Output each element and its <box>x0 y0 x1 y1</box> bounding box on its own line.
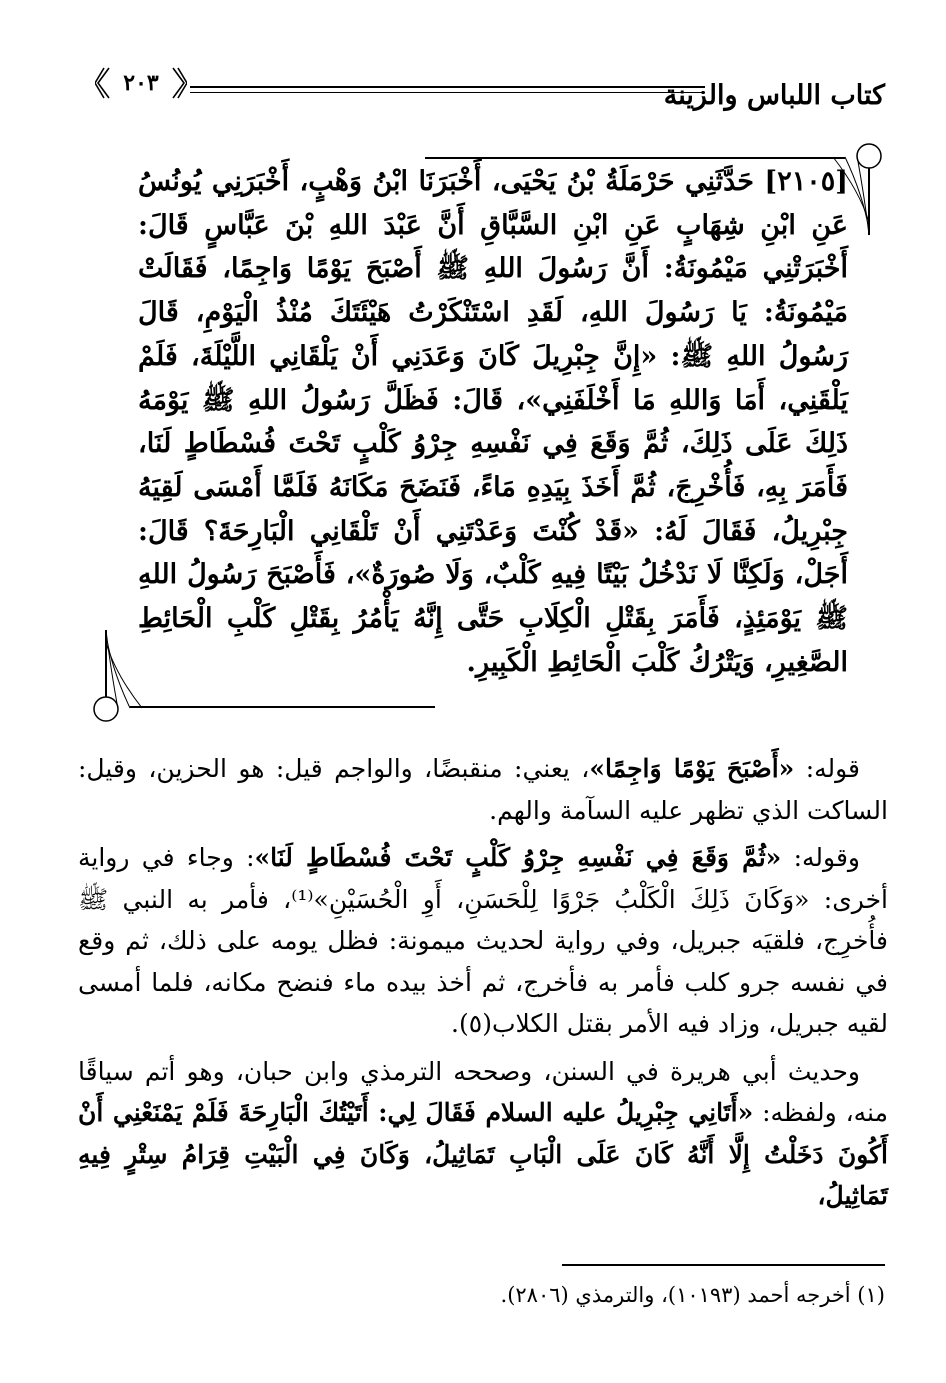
text-run: وقوله: <box>781 843 860 872</box>
header-rule <box>190 86 705 88</box>
corner-ornament-icon <box>90 625 150 725</box>
header-rule <box>190 92 705 93</box>
page-header <box>95 60 885 120</box>
footnote: (١) أخرجه أحمد (١٠١٩٣)، والترمذي (٢٨٠٦). <box>500 1283 885 1307</box>
text-run: ، يعني: منقبضًا، والواجم قيل: هو الحزين، وقيل: الساكت الذي تظهر عليه السآمة والهم. <box>78 754 888 825</box>
commentary-paragraph <box>78 837 888 1045</box>
quoted-phrase: «أَصْبَحَ يَوْمًا وَاجِمًا» <box>589 754 795 783</box>
hadith-text: [٢١٠٥] حَدَّثَنِي حَرْمَلَةُ بْنُ يَحْيَى، أَخْبَرَنَا ابْنُ وَهْبٍ، أَخْبَرَنِي يُونُسُ عَنِ ابْنِ شِهَابٍ عَنِ ابْنِ السَّبَّاقِ أَنَّ عَبْدَ اللهِ بْنَ عَبَّاسٍ قَالَ: أَخْبَرَتْنِي مَيْمُونَةُ: أَنَّ رَسُولَ اللهِ ﷺ أَصْبَحَ يَوْمًا وَاجِمًا، فَقَالَتْ مَيْمُونَةُ: يَا رَسُولَ اللهِ، لَقَدِ اسْتَنْكَرْتُ هَيْئَتَكَ مُنْذُ الْيَوْمِ، قَالَ رَسُولُ اللهِ ﷺ: «إِنَّ جِبْرِيلَ كَانَ وَعَدَنِي أَنْ يَلْقَانِي اللَّيْلَةَ، فَلَمْ يَلْقَنِي، أَمَا وَاللهِ مَا أَخْلَفَنِي»، قَالَ: فَظَلَّ رَسُولُ اللهِ ﷺ يَوْمَهُ ذَلِكَ عَلَى ذَلِكَ، ثُمَّ وَقَعَ فِي نَفْسِهِ جِرْوُ كَلْبٍ تَحْتَ فُسْطَاطٍ لَنَا، فَأَمَرَ بِهِ، فَأُخْرِجَ، ثُمَّ أَخَذَ بِيَدِهِ مَاءً، فَنَضَحَ مَكَانَهُ فَلَمَّا أَمْسَى لَقِيَهُ جِبْرِيلُ، فَقَالَ لَهُ: «قَدْ كُنْتَ وَعَدْتَنِي أَنْ تَلْقَانِي الْبَارِحَةَ؟ قَالَ: أَجَلْ، وَلَكِنَّا لَا نَدْخُلُ بَيْتًا فِيهِ كَلْبٌ، وَلَا صُورَةٌ»، فَأَصْبَحَ رَسُولُ اللهِ ﷺ يَوْمَئِذٍ، فَأَمَرَ بِقَتْلِ الْكِلَابِ حَتَّى إِنَّهُ يَأْمُرُ بِقَتْلِ كَلْبِ الْحَائِطِ الصَّغِيرِ، وَيَتْرُكُ كَلْبَ الْحَائِطِ الْكَبِيرِ. <box>138 166 848 678</box>
running-title: كتاب اللباس والزينة <box>663 80 885 111</box>
text-run: وحديث أبي هريرة في السنن، وصححه الترمذي وابن حبان، وهو أتم سياقًا منه، ولفظه: <box>78 1056 888 1127</box>
frame-rule <box>130 706 435 708</box>
text-run: قوله: <box>794 754 860 783</box>
quoted-phrase: «أَتَانِي جِبْرِيلُ عليه السلام فَقَالَ لِي: أَتَيْتُكَ الْبَارِحَةَ فَلَمْ يَمْنَعْنِي أَنْ أَكُونَ دَخَلْتُ إِلَّا أَنَّهُ كَانَ عَلَى الْبَابِ تَمَاثِيلُ، وَكَانَ فِي الْبَيْتِ قِرَامُ سِتْرٍ فِيهِ تَمَاثِيلُ، <box>78 1098 888 1210</box>
quoted-phrase: «ثُمَّ وَقَعَ فِي نَفْسِهِ جِرْوُ كَلْبٍ تَحْتَ فُسْطَاطٍ لَنَا» <box>254 843 782 872</box>
page-number: ٢٠٣ <box>123 70 159 96</box>
commentary-paragraph <box>78 1051 888 1217</box>
commentary-paragraph <box>78 748 888 831</box>
ornament-icon <box>95 66 111 100</box>
page-number-frame <box>95 60 187 106</box>
hadith-frame <box>100 140 875 725</box>
ornament-icon <box>171 66 187 100</box>
commentary <box>78 748 888 1217</box>
text-run: : وجاء في رواية أخرى: «وَكَانَ ذَلِكَ الْكَلْبُ جَرْوًا لِلْحَسَنِ، أَوِ الْحُسَيْنِ»⁽¹⁾، فأمر به النبي ﷺ فأُخرِج، فلقيَه جبريل، وفي رواية لحديث ميمونة: فظل يومه على ذلك، ثم وقع في نفسه جرو كلب فأمر به فأخرج، ثم أخذ بيده ماء فنضح مكانه، فلما أمسى لقيه جبريل، وزاد فيه الأمر بقتل الكلاب(٥). <box>78 843 888 1038</box>
frame-rule <box>425 157 845 159</box>
footnote-rule <box>562 1264 885 1266</box>
